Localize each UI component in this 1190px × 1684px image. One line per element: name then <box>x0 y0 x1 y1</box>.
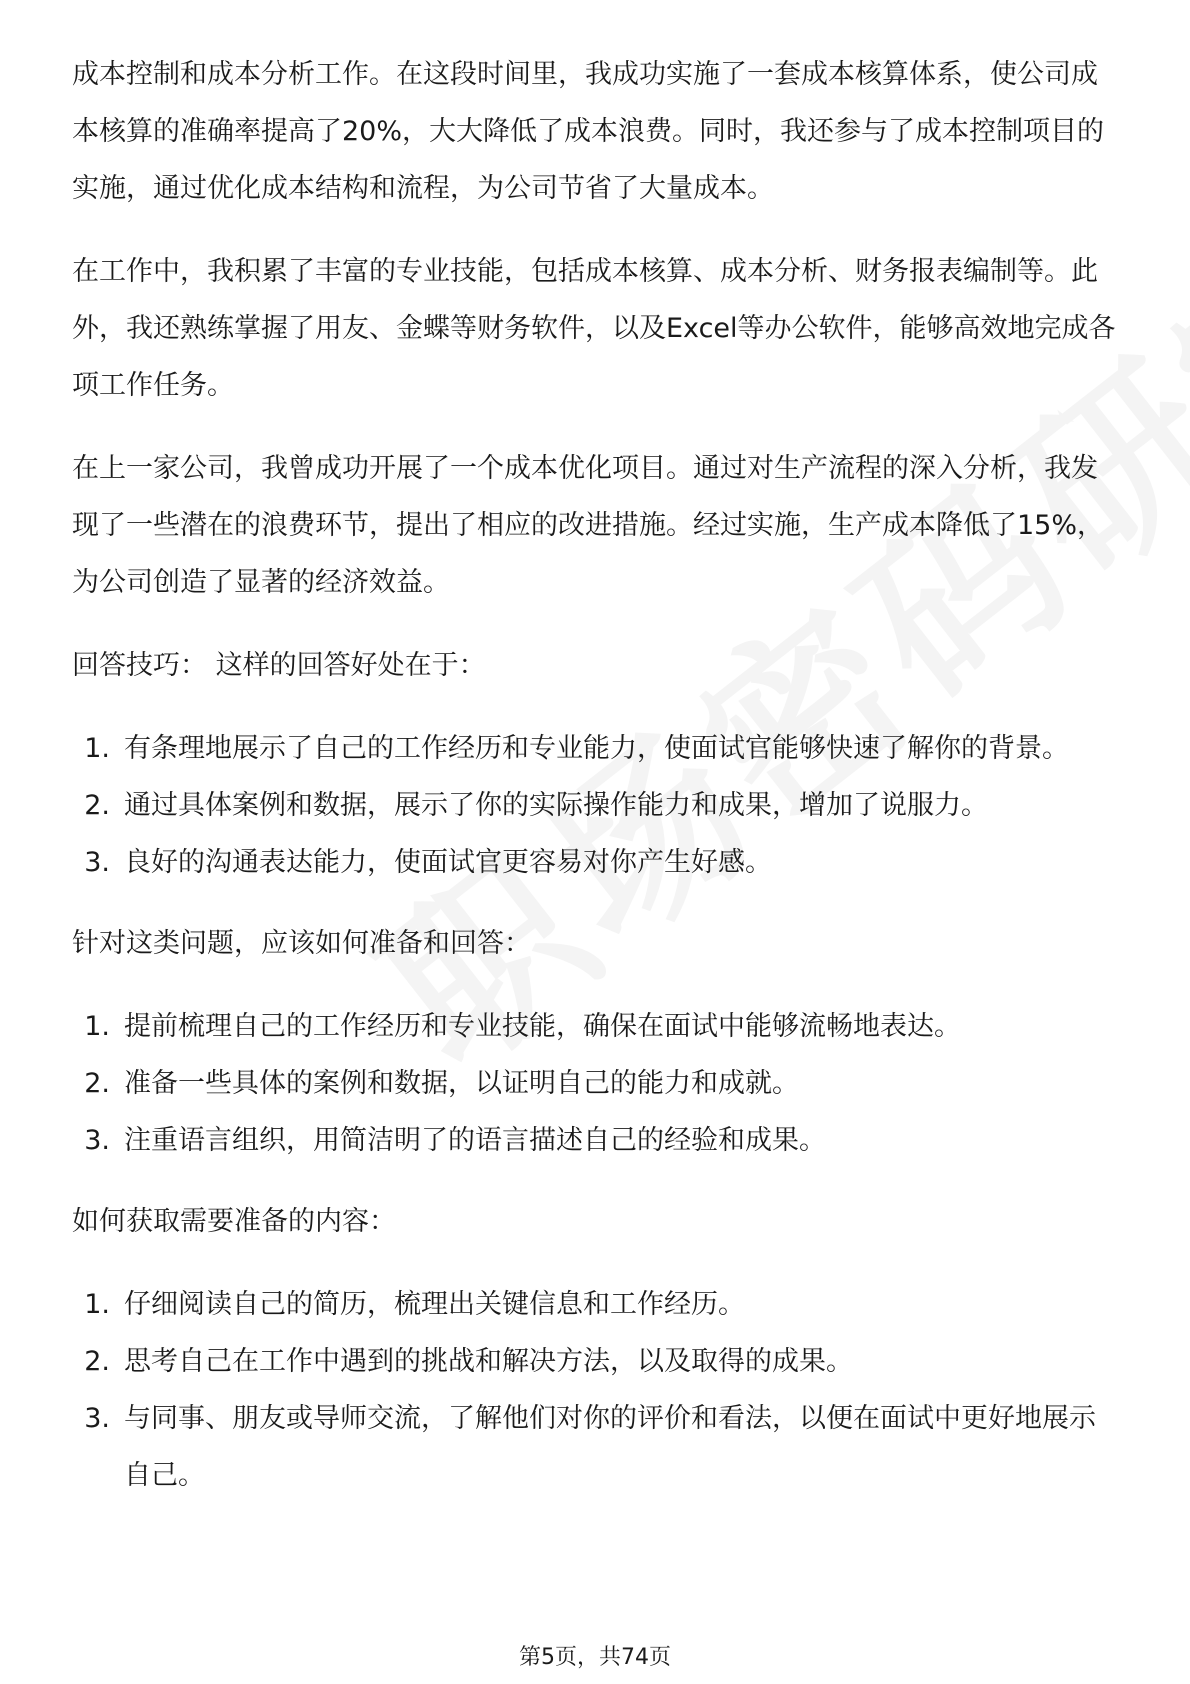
prepare-heading: 针对这类问题，应该如何准备和回答： <box>72 928 531 959</box>
list-item <box>72 834 1120 891</box>
list-number: 1. <box>84 733 110 764</box>
list-text: 良好的沟通表达能力，使面试官更容易对你产生好感。 <box>124 847 772 878</box>
tips-list <box>72 720 1120 891</box>
paragraph-experience: 成本控制和成本分析工作。在这段时间里，我成功实施了一套成本核算体系，使公司成本核算的准确率提高了20%，大大降低了成本浪费。同时，我还参与了成本控制项目的实施，通过优化成本结构和流程，为公司节省了大量成本。 <box>72 59 1105 204</box>
list-text: 与同事、朋友或导师交流，了解他们对你的评价和看法，以便在面试中更好地展示自己。 <box>124 1403 1096 1491</box>
list-item <box>72 777 1120 834</box>
prepare-list <box>72 998 1120 1169</box>
list-number: 2. <box>84 1346 110 1377</box>
list-number: 3. <box>84 1125 110 1156</box>
list-text: 提前梳理自己的工作经历和专业技能，确保在面试中能够流畅地表达。 <box>124 1011 961 1042</box>
list-number: 2. <box>84 1068 110 1099</box>
obtain-heading: 如何获取需要准备的内容： <box>72 1206 396 1237</box>
list-text: 注重语言组织，用简洁明了的语言描述自己的经验和成果。 <box>124 1125 826 1156</box>
list-text: 准备一些具体的案例和数据，以证明自己的能力和成就。 <box>124 1068 799 1099</box>
paragraph-skills: 在工作中，我积累了丰富的专业技能，包括成本核算、成本分析、财务报表编制等。此外，我还熟练掌握了用友、金蝶等财务软件，以及Excel等办公软件，能够高效地完成各项工作任务。 <box>72 256 1116 401</box>
tips-heading: 回答技巧： 这样的回答好处在于： <box>72 650 486 681</box>
list-text: 仔细阅读自己的简历，梳理出关键信息和工作经历。 <box>124 1289 745 1320</box>
list-item <box>72 1055 1120 1112</box>
list-number: 3. <box>84 847 110 878</box>
list-text: 思考自己在工作中遇到的挑战和解决方法，以及取得的成果。 <box>124 1346 853 1377</box>
list-number: 1. <box>84 1289 110 1320</box>
list-item <box>72 1112 1120 1169</box>
page-number-footer: 第5页，共74页 <box>519 1645 671 1670</box>
list-item <box>72 1276 1120 1333</box>
list-text: 有条理地展示了自己的工作经历和专业能力，使面试官能够快速了解你的背景。 <box>124 733 1069 764</box>
list-item <box>72 720 1120 777</box>
paragraph-project: 在上一家公司，我曾成功开展了一个成本优化项目。通过对生产流程的深入分析，我发现了一些潜在的浪费环节，提出了相应的改进措施。经过实施，生产成本降低了15%，为公司创造了显著的经济效益。 <box>72 453 1105 598</box>
page-content <box>72 46 1120 1528</box>
list-item <box>72 998 1120 1055</box>
list-item <box>72 1390 1120 1504</box>
list-number: 2. <box>84 790 110 821</box>
list-number: 1. <box>84 1011 110 1042</box>
list-item <box>72 1333 1120 1390</box>
list-text: 通过具体案例和数据，展示了你的实际操作能力和成果，增加了说服力。 <box>124 790 988 821</box>
obtain-list <box>72 1276 1120 1504</box>
list-number: 3. <box>84 1403 110 1434</box>
